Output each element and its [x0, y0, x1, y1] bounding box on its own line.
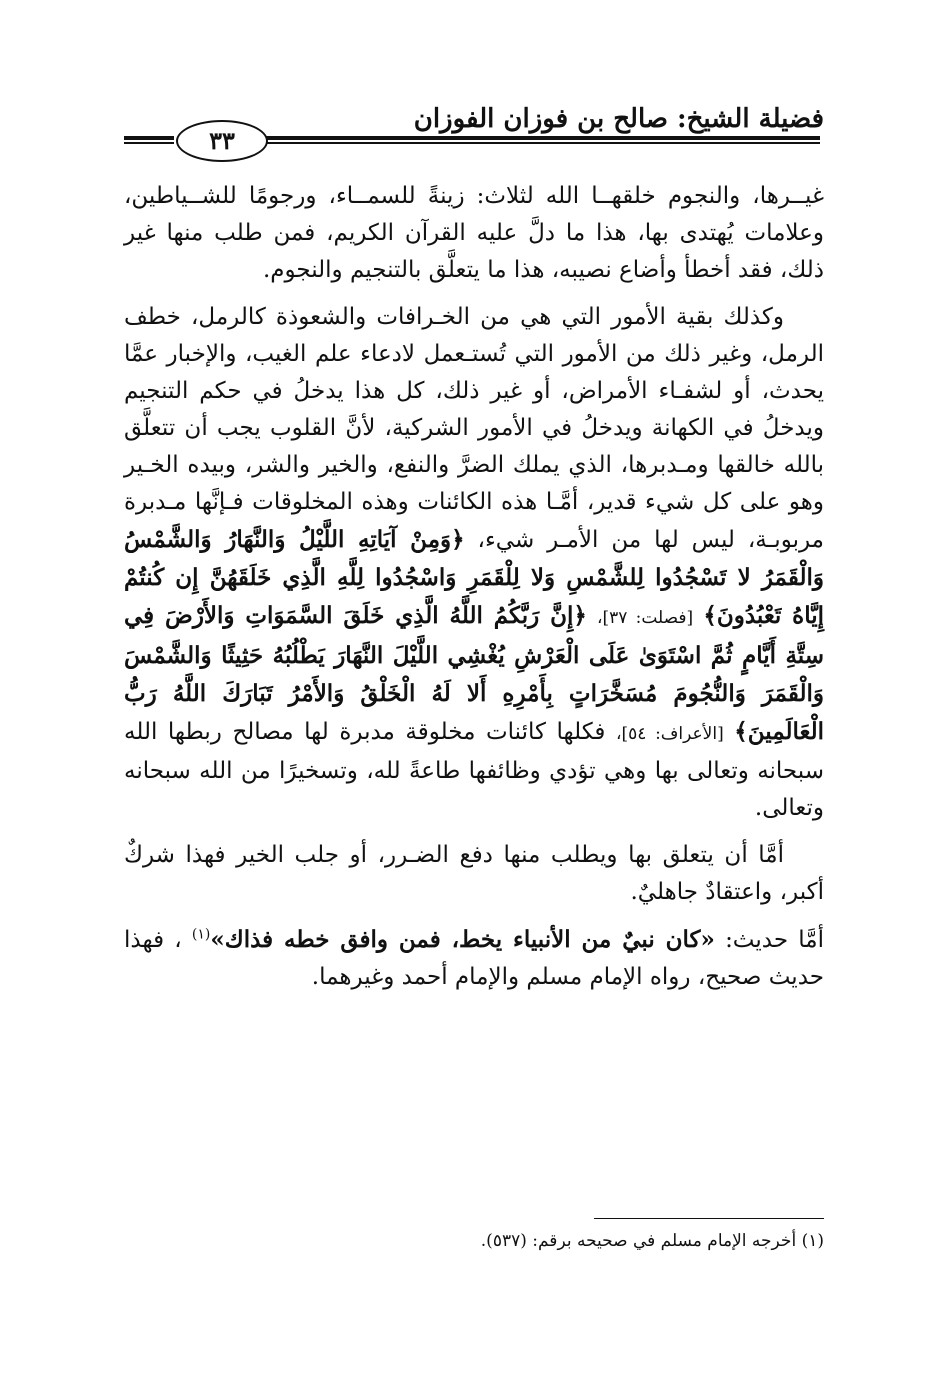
header-rule-left-thick — [124, 136, 174, 140]
paragraph-2-text-b: فكلها كائنات مخلوقة مدبرة لها مصالح ربطها الله سبحانه وتعالى بها وهي تؤدي وظائفها طاعةً لله، وتسخيرًا من الله سبحانه وتعالى. — [124, 719, 824, 821]
footnote-divider — [594, 1218, 824, 1219]
paragraph-4 — [124, 921, 824, 996]
paragraph-1: غيــرها، والنجوم خلقهــا الله لثلاث: زينةً للسمــاء، ورجومًا للشــياطين، وعلامات يُهتدى بها، هذا ما دلَّ عليه القرآن الكريم، فمن طلب منها غير ذلك، فقد أخطأ وأضاع نصيبه، هذا ما يتعلَّق بالتنجيم والنجوم. — [124, 183, 824, 283]
header-rule-left-thin — [124, 142, 174, 144]
paragraph-4-rest: ، فهذا حديث صحيح، رواه الإمام مسلم والإمام أحمد وغيرهما. — [124, 927, 824, 990]
verse-citation-fussilat: [فصلت: ٣٧]، — [597, 608, 694, 628]
header-rule-thick — [260, 136, 820, 140]
verse-citation-aaraf: [الأعراف: ٥٤]، — [616, 724, 724, 744]
footnote-reference[interactable]: (١) — [191, 926, 211, 943]
paragraph-2-text-a: وكذلك بقية الأمور التي هي من الخـرافات والشعوذة كالرمل، خطف الرمل، وغير ذلك من الأمور التي تُستـعمل لادعاء علم الغيب، والإخبار عمَّا يحدث، أو لشفـاء الأمراض، أو غير ذلك، كل هذا يدخلُ في حكم التنجيم ويدخلُ في الكهانة ويدخلُ في الأمور الشركية، لأنَّ القلوب يجب أن تتعلَّق بالله خالقها ومـدبرها، الذي يملك الضرَّ والنفع، والخير والشر، وبيده الخـير وهو على كل شيء قدير، أمَّـا هذه الكائنات وهذه المخلوقات فـإنَّها مـدبرة مربوبـة، ليس لها من الأمـر شيء، — [124, 304, 825, 553]
paragraph-3: أمَّا أن يتعلق بها ويطلب منها دفع الضـرر، أو جلب الخير فهذا شركٌ أكبر، واعتقادٌ جاهليٌ. — [124, 842, 824, 905]
footnote-1: (١) أخرجه الإمام مسلم في صحيحه برقم: (٥٣٧). — [480, 1231, 824, 1251]
paragraph-4-lead: أمَّا حديث: — [725, 927, 825, 953]
page-number: ٣٣ — [176, 120, 268, 162]
quran-verse-fussilat: ﴿وَمِنْ آيَاتِهِ اللَّيْلُ وَالنَّهَارُ وَالشَّمْسُ وَالْقَمَرُ لا تَسْجُدُوا لِلشَّمْسِ وَلا لِلْقَمَرِ وَاسْجُدُوا لِلَّهِ الَّذِي خَلَقَهُنَّ إِن كُنتُمْ إِيَّاهُ تَعْبُدُونَ﴾ — [124, 526, 825, 629]
hadith-quote: «كان نبيٌ من الأنبياء يخط، فمن وافق خطه فذاك» — [210, 926, 715, 953]
body-text — [124, 178, 824, 1006]
header-title: فضيلة الشيخ: صالح بن فوزان الفوزان — [413, 104, 824, 134]
quran-verse-aaraf: ﴿إِنَّ رَبَّكُمُ اللَّهُ الَّذِي خَلَقَ السَّمَوَاتِ وَالأَرْضَ فِي سِتَّةِ أَيَّامٍ ثُمَّ اسْتَوَىٰ عَلَى الْعَرْشِ يُغْشِي اللَّيْلَ النَّهَارَ يَطْلُبُهُ حَثِيثًا وَالشَّمْسَ وَالْقَمَرَ وَالنُّجُومَ مُسَخَّرَاتٍ بِأَمْرِهِ أَلا لَهُ الْخَلْقُ وَالأَمْرُ تَبَارَكَ اللَّهُ رَبُّ الْعَالَمِينَ﴾ — [124, 602, 825, 745]
paragraph-2 — [124, 299, 824, 827]
header-rule-thin — [260, 142, 820, 144]
